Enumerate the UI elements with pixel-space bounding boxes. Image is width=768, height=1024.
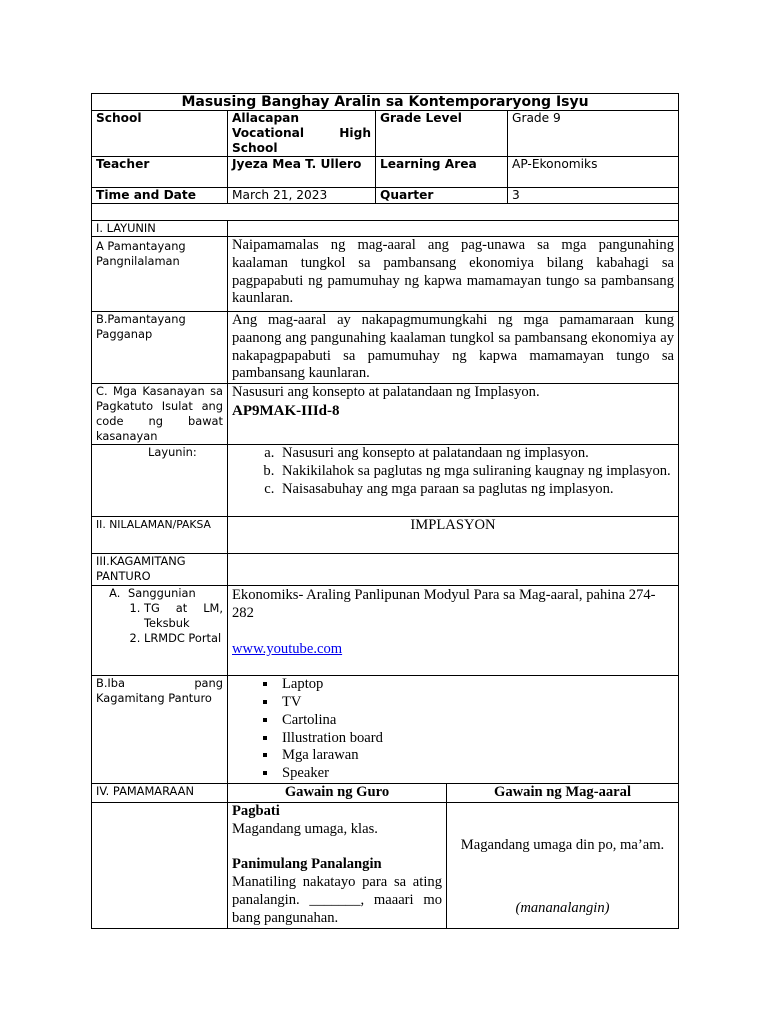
col-guro-header: Gawain ng Guro xyxy=(228,784,447,803)
layunin-heading-blank xyxy=(228,221,679,237)
iba-cell xyxy=(228,676,679,784)
sanggunian-label-item xyxy=(124,586,223,601)
sanggunian-sub-item: 2. LRMDC Portal xyxy=(144,631,223,646)
pamamaraan-heading: IV. PAMAMARAAN xyxy=(92,784,228,803)
grade-value: Grade 9 xyxy=(508,111,679,157)
panalangin-response: (mananalangin) xyxy=(515,899,610,916)
teacher-value: Jyeza Mea T. Ullero xyxy=(228,157,376,188)
iba-label-text: B.Iba pang Kagamitang Panturo xyxy=(96,676,223,706)
pamantayang-pangnilalaman-label: A Pamantayang Pangnilalaman xyxy=(92,237,228,312)
kagamitan-heading-blank xyxy=(228,554,679,586)
kasanayan-text: Nasusuri ang konsepto at palatandaan ng Implasyon. xyxy=(232,384,540,401)
quarter-value: 3 xyxy=(508,188,679,204)
objectives-list xyxy=(232,445,674,498)
sanggunian-label: Sanggunian xyxy=(128,586,196,601)
pamantayang-pangnilalaman-text: Naipamamalas ng mag-aaral ang pag-unawa sa mga pangunahing kaalaman tungkol sa pambansang ekonomiya bilang kabahagi sa pagpapabuti ng pamumuhay ng kapwa mamamayan tungo sa pambansang kaunlaran. xyxy=(228,237,679,312)
time-label: Time and Date xyxy=(92,188,228,204)
school-value: Allacapan Vocational High School xyxy=(228,111,376,157)
iba-item: ▪ Illustration board xyxy=(278,730,674,748)
kagamitan-heading: III.KAGAMITANG PANTURO xyxy=(92,554,228,586)
kasanayan-cell xyxy=(228,384,679,445)
objective-item: b. Nakikilahok sa paglutas ng mga suliraning kaugnay ng implasyon. xyxy=(278,463,674,481)
panalangin-text: Manatiling nakatayo para sa ating panalangin. _______, maaari mo bang pangunahan. xyxy=(232,874,442,926)
iba-item: ▪ TV xyxy=(278,694,674,712)
layunin-objectives-cell xyxy=(228,445,679,517)
pamamaraan-blank xyxy=(92,802,228,928)
grade-label: Grade Level xyxy=(376,111,508,157)
pagbati-heading: Pagbati xyxy=(232,802,280,819)
time-value: March 21, 2023 xyxy=(228,188,376,204)
sanggunian-cell xyxy=(92,586,228,676)
pamantayang-pagganap-text: Ang mag-aaral ay nakapagmumungkahi ng mga pamamaraan kung paanong ang pangunahing kaalaman tungkol sa pambansang ekonomiya ay nakapagpapabuti sa pamumuhay ng kapwa mamamayan tungo sa pambansang kaunlaran. xyxy=(228,312,679,384)
panalangin-heading: Panimulang Panalangin xyxy=(232,856,382,873)
area-label: Learning Area xyxy=(376,157,508,188)
objective-item: a. Nasusuri ang konsepto at palatandaan ng implasyon. xyxy=(278,445,674,463)
guro-activities xyxy=(228,802,447,928)
kasanayan-code: AP9MAK-IIId-8 xyxy=(232,402,340,419)
layunin-heading: I. LAYUNIN xyxy=(92,221,228,237)
sanggunian-content xyxy=(228,586,679,676)
pagbati-response: Magandang umaga din po, ma’am. xyxy=(460,836,665,853)
sanggunian-list xyxy=(96,586,223,601)
sanggunian-text: Ekonomiks- Araling Panlipunan Modyul Para sa Mag-aaral, pahina 274-282 xyxy=(232,587,656,621)
iba-label xyxy=(92,676,228,784)
header-table xyxy=(91,93,679,204)
iba-item: ▪ Speaker xyxy=(278,765,674,783)
area-value: AP-Ekonomiks xyxy=(508,157,679,188)
iba-item: ▪ Cartolina xyxy=(278,712,674,730)
youtube-link[interactable]: www.youtube.com xyxy=(232,640,343,657)
iba-item: ▪ Laptop xyxy=(278,676,674,694)
layunin-objectives-label: Layunin: xyxy=(92,445,228,517)
objective-item: c. Naisasabuhay ang mga paraan sa paglutas ng implasyon. xyxy=(278,481,674,499)
page-title: Masusing Banghay Aralin sa Kontemporaryong Isyu xyxy=(92,94,679,111)
iba-list xyxy=(232,676,674,783)
school-label: School xyxy=(92,111,228,157)
col-magaaral-header: Gawain ng Mag-aaral xyxy=(447,784,679,803)
teacher-label: Teacher xyxy=(92,157,228,188)
sanggunian-sub-item: 1. TG at LM, Teksbuk xyxy=(144,601,223,631)
spacer-row xyxy=(92,204,679,221)
kasanayan-label: C. Mga Kasanayan sa Pagkatuto Isulat ang code ng bawat kasanayan xyxy=(92,384,228,445)
pamantayang-pagganap-label: B.Pamantayang Pagganap xyxy=(92,312,228,384)
sanggunian-sub-list xyxy=(96,601,223,646)
magaaral-activities xyxy=(447,802,679,928)
nilalaman-heading: II. NILALAMAN/PAKSA xyxy=(92,517,228,554)
quarter-label: Quarter xyxy=(376,188,508,204)
pagbati-text: Magandang umaga, klas. xyxy=(232,820,378,837)
iba-item: ▪ Mga larawan xyxy=(278,747,674,765)
nilalaman-topic: IMPLASYON xyxy=(228,517,679,554)
lesson-plan-table xyxy=(91,203,679,929)
